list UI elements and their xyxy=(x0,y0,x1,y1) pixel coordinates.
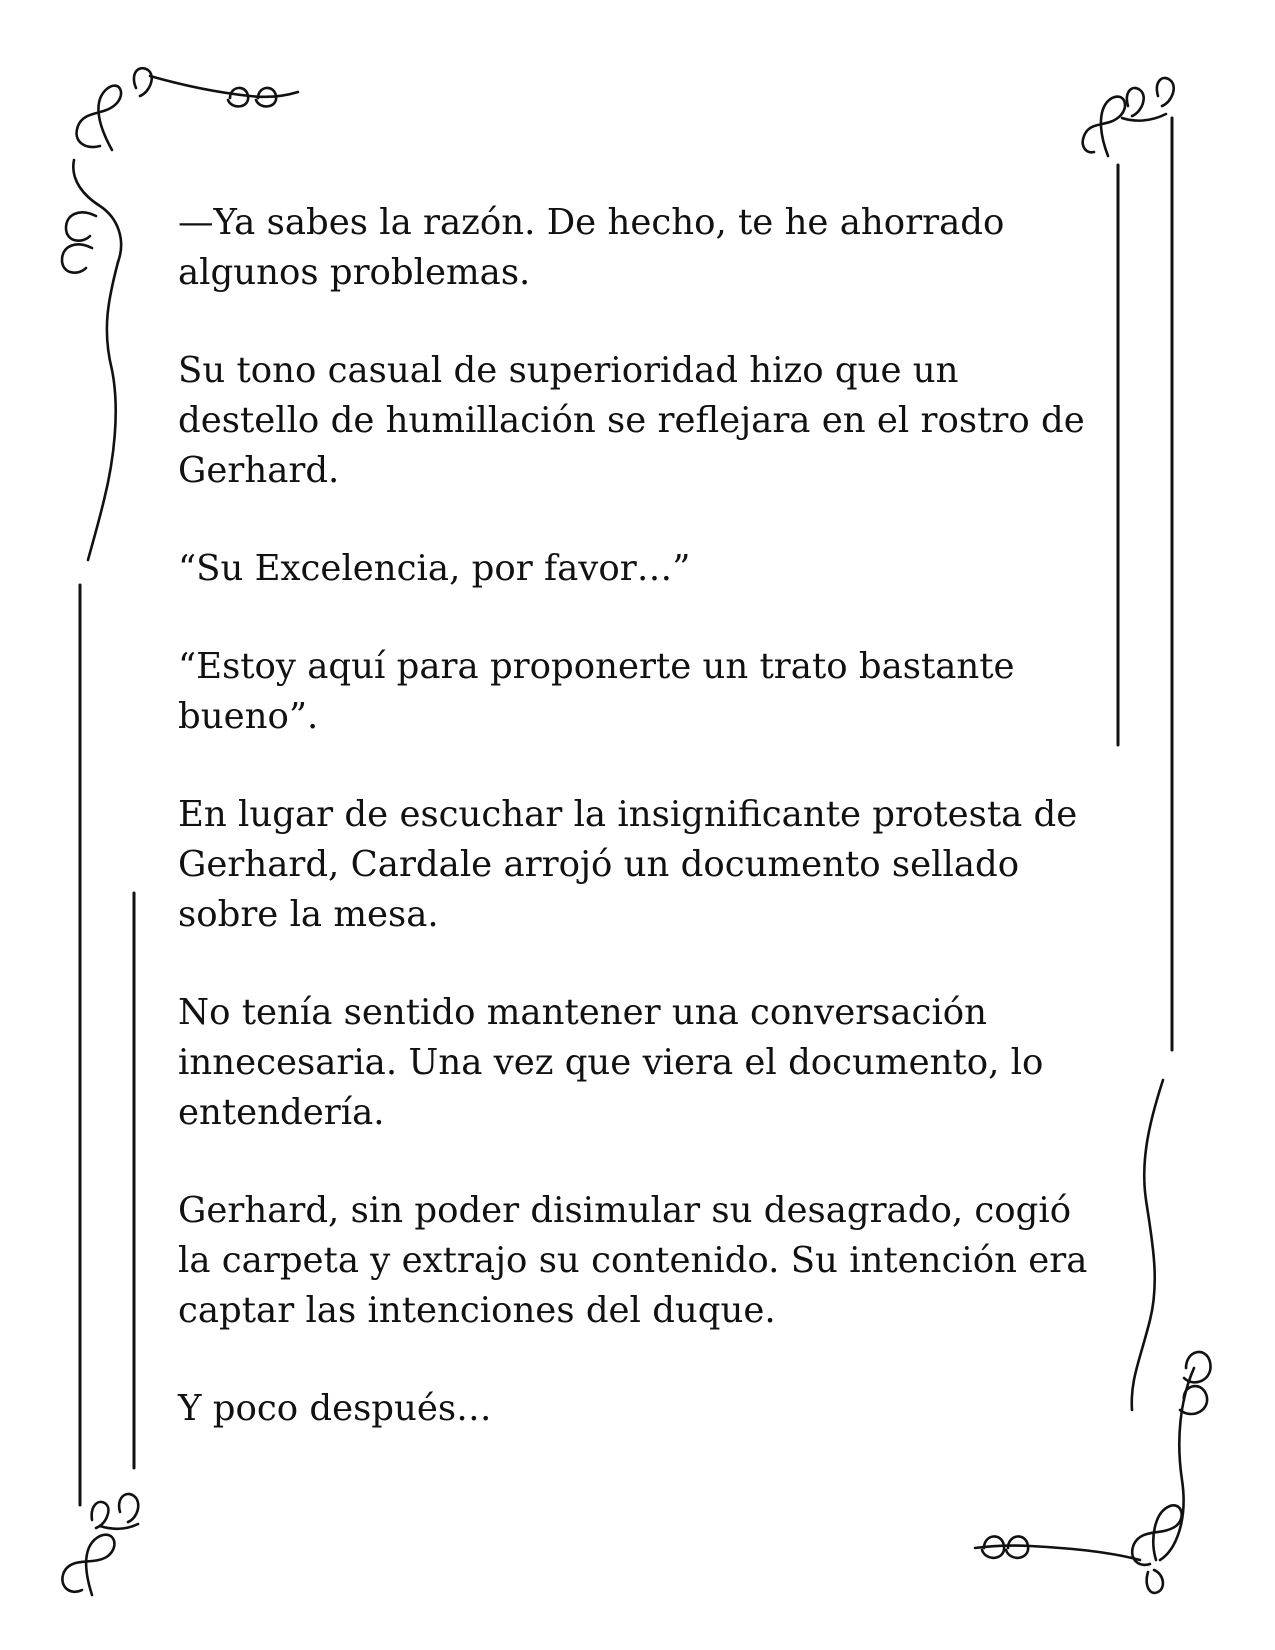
paragraph-3: “Su Excelencia, por favor…” xyxy=(178,548,691,589)
paragraph-6: No tenía sentido mantener una conversación innecesaria. Una vez que viera el documento, lo entendería. xyxy=(178,992,1044,1133)
paragraph-7: Gerhard, sin poder disimular su desagrado, cogió la carpeta y extrajo su contenido. Su intención era captar las intenciones del duque. xyxy=(178,1190,1088,1331)
paragraph-1: —Ya sabes la razón. De hecho, te he ahorrado algunos problemas. xyxy=(178,202,1005,293)
document-body xyxy=(178,198,1108,1482)
paragraph-4: “Estoy aquí para proponerte un trato bastante bueno”. xyxy=(178,646,1015,737)
top-right-flourish xyxy=(1083,78,1174,156)
bottom-left-flourish xyxy=(62,1494,138,1595)
paragraph-2: Su tono casual de superioridad hizo que un destello de humillación se reflejara en el rostro de Gerhard. xyxy=(178,350,1085,491)
paragraph-5: En lugar de escuchar la insignificante protesta de Gerhard, Cardale arrojó un documento sellado sobre la mesa. xyxy=(178,794,1078,935)
paragraph-8: Y poco después… xyxy=(178,1388,492,1429)
left-border-lines xyxy=(80,585,134,1505)
right-border-lines xyxy=(1118,118,1172,1050)
